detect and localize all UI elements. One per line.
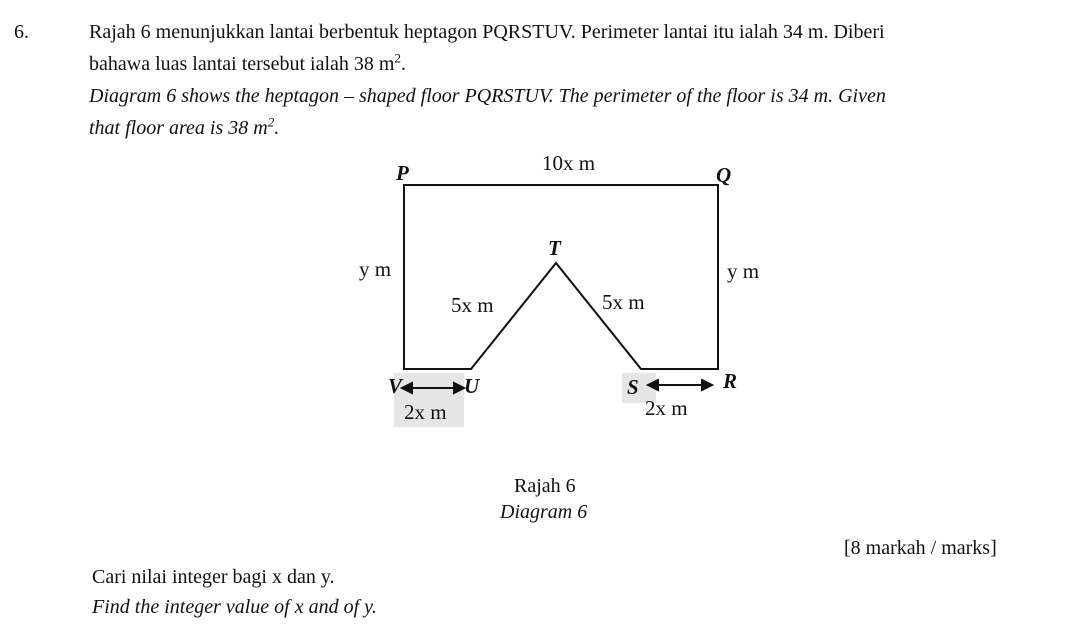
question-number: 6.	[14, 21, 29, 43]
right-side-length: y m	[727, 259, 760, 283]
vertex-p-label: P	[396, 161, 409, 185]
vertex-u-label: U	[464, 374, 480, 398]
task-malay: Cari nilai integer bagi x dan y.	[92, 566, 335, 588]
marks-label: [8 markah / marks]	[844, 537, 997, 559]
vertex-s-label: S	[627, 375, 639, 399]
task-english: Find the integer value of x and of y.	[92, 596, 377, 618]
top-side-length: 10x m	[542, 151, 596, 175]
heptagon-outline	[404, 185, 718, 369]
slant-right-length: 5x m	[602, 290, 645, 314]
question-text-english-line1: Diagram 6 shows the heptagon – shaped floor PQRSTUV. The perimeter of the floor is 34 m. Given	[89, 85, 886, 107]
diagram-caption-english: Diagram 6	[500, 501, 588, 523]
question-text-malay-line1: Rajah 6 menunjukkan lantai berbentuk heptagon PQRSTUV. Perimeter lantai itu ialah 34 m. Diberi	[89, 21, 885, 43]
vertex-v-label: V	[388, 374, 403, 398]
bottom-left-length: 2x m	[404, 400, 447, 424]
vertex-r-label: R	[723, 369, 738, 393]
diagram-caption-malay: Rajah 6	[514, 475, 576, 497]
slant-left-length: 5x m	[451, 293, 494, 317]
vertex-q-label: Q	[716, 163, 732, 187]
arrow-s-r	[648, 380, 712, 390]
vertex-t-label: T	[548, 236, 561, 260]
bottom-right-length: 2x m	[645, 396, 688, 420]
question-text-malay-line2: bahawa luas lantai tersebut ialah 38 $m^2$.	[89, 50, 406, 75]
question-text-english-line2: that floor area is 38 $m^2$.	[89, 114, 280, 139]
left-side-length: y m	[359, 257, 392, 281]
